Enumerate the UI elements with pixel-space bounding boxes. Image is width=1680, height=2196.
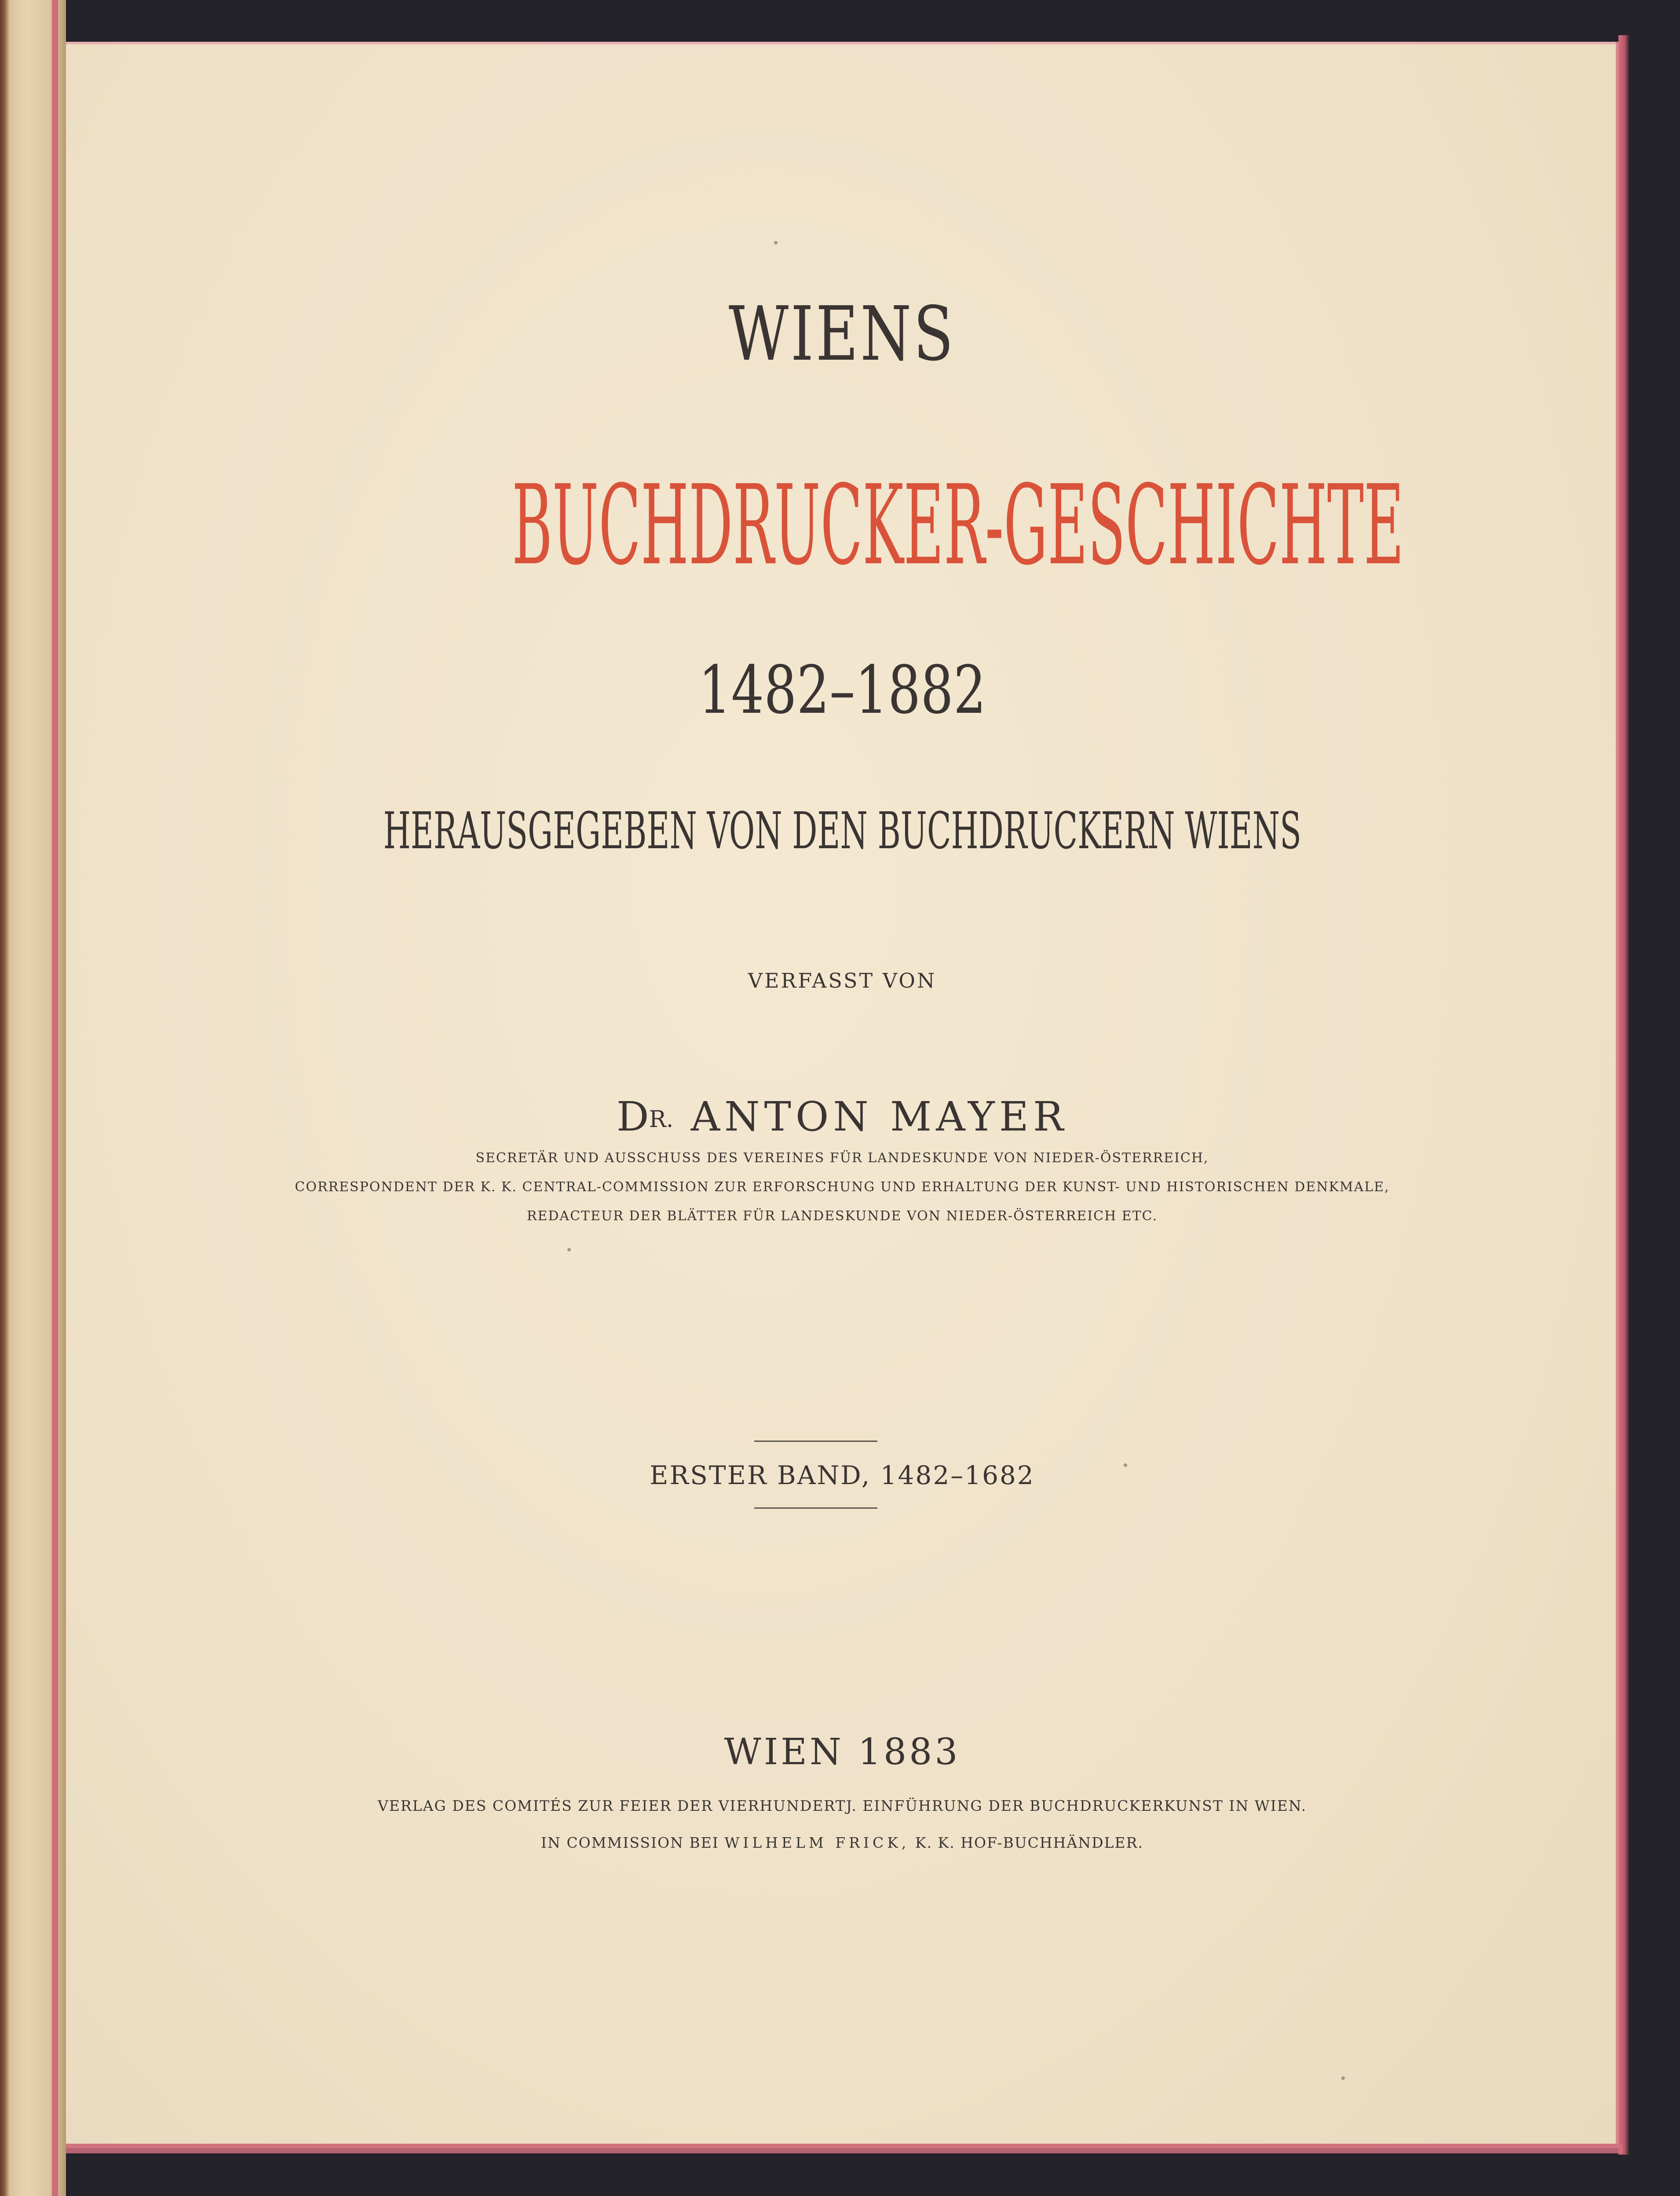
bottom-red-page-edge: [66, 2144, 1623, 2153]
paper-speck: [1341, 2076, 1345, 2080]
title-top-text: WIENS: [729, 291, 956, 378]
commission-prefix: IN COMMISSION BEI: [541, 1834, 719, 1851]
commission-line: [66, 1833, 1618, 1853]
author-prefix: D: [616, 1093, 649, 1140]
verfasst-von: VERFASST VON: [748, 969, 937, 992]
editor-line-text: HERAUSGEGEBEN VON DEN BUCHDRUCKERN WIENS: [383, 802, 1301, 861]
volume-rule-top: [754, 1441, 877, 1442]
commission-suffix: K. K. HOF-BUCHHÄNDLER.: [915, 1834, 1143, 1851]
title-main-text: BUCHDRUCKER-GESCHICHTE: [512, 461, 1404, 589]
author-credential-1: SECRETÄR UND AUSSCHUSS DES VEREINES FÜR LANDESKUNDE VON NIEDER-ÖSTERREICH,: [475, 1150, 1209, 1166]
author-credential-3: REDACTEUR DER BLÄTTER FÜR LANDESKUNDE VON NIEDER-ÖSTERREICH ETC.: [526, 1208, 1158, 1224]
place-year: WIEN 1883: [724, 1731, 961, 1773]
volume-rule-bottom: [754, 1507, 877, 1509]
paper-speck: [774, 241, 778, 244]
editor-line: [66, 800, 1618, 862]
author-name: ANTON MAYER: [690, 1093, 1068, 1140]
right-red-page-edge: [1618, 35, 1629, 2155]
title-main: [66, 462, 1618, 589]
title-top: [66, 290, 1618, 378]
left-red-page-edge: [52, 0, 58, 2196]
author-prefix-sup: R.: [649, 1106, 674, 1133]
publisher-line: VERLAG DES COMITÉS ZUR FEIER DER VIERHUNDERTJ. EINFÜHRUNG DER BUCHDRUCKERKUNST IN WIEN.: [377, 1797, 1307, 1814]
title-years: [66, 651, 1618, 730]
paper-speck: [1124, 1463, 1127, 1467]
paper-speck: [567, 1248, 571, 1251]
commission-name: WILHELM FRICK,: [724, 1834, 910, 1851]
author: [66, 1091, 1618, 1143]
volume-label: ERSTER BAND, 1482–1682: [650, 1460, 1035, 1490]
author-credential-2: CORRESPONDENT DER K. K. CENTRAL-COMMISSION ZUR ERFORSCHUNG UND ERHALTUNG DER KUNST- UND HISTORISCHEN DENKMALE,: [295, 1179, 1390, 1195]
title-years-text: 1482–1882: [698, 652, 986, 729]
